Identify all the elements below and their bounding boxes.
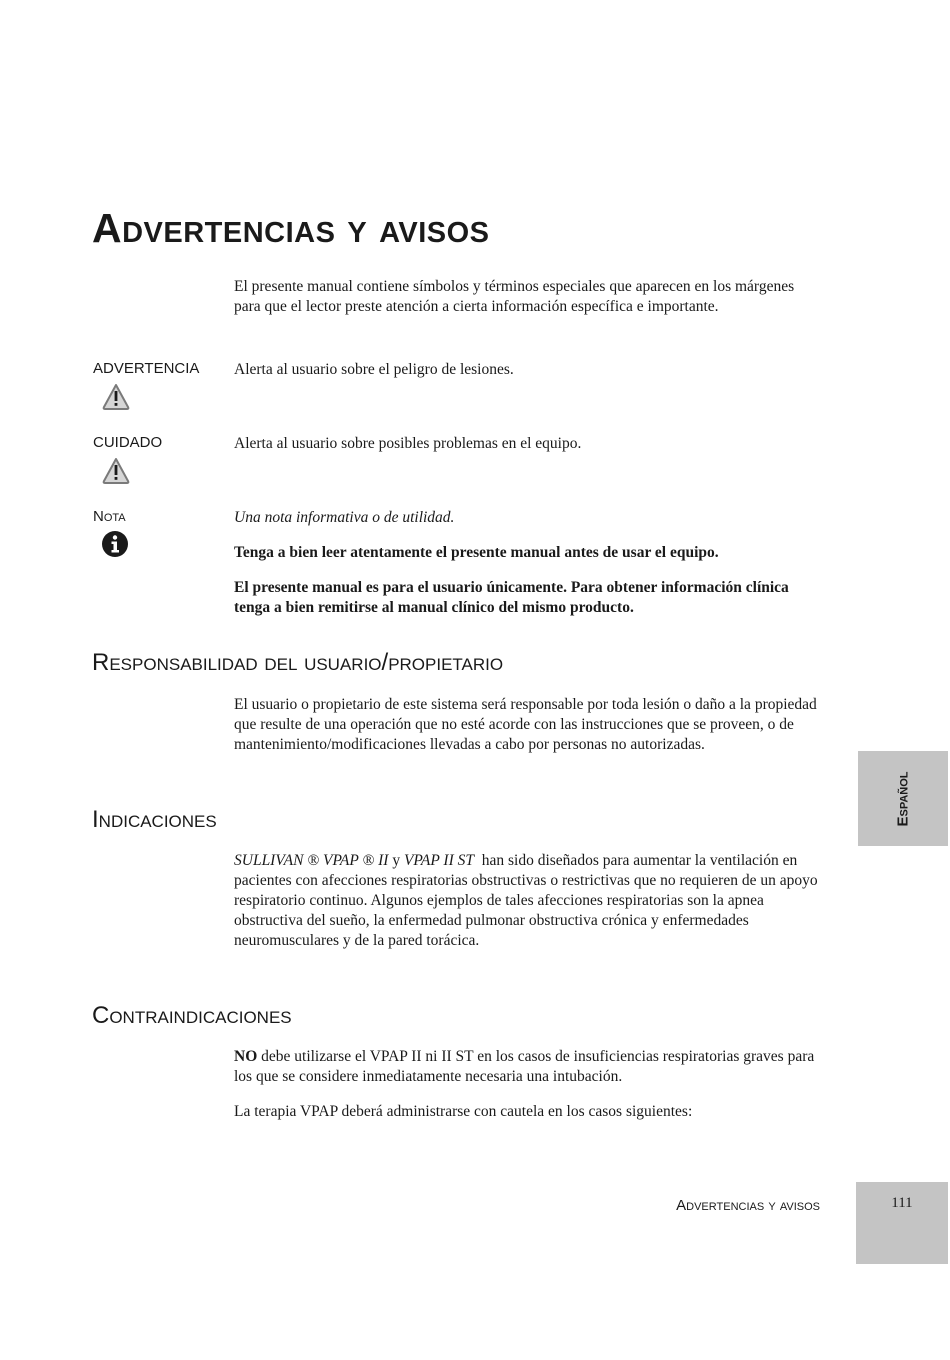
indications-text	[234, 851, 824, 951]
responsibility-heading: Responsabilidad del usuario/propietario	[92, 649, 504, 676]
page-title: Advertencias y avisos	[92, 205, 490, 251]
contraindications-text	[234, 1047, 824, 1087]
info-circle-icon	[101, 530, 129, 563]
connector-word: y	[392, 852, 401, 869]
page-number: 111	[891, 1195, 913, 1211]
caution-text: Alerta al usuario sobre posibles problemas en el equipo.	[234, 435, 582, 452]
warning-text: Alerta al usuario sobre el peligro de lesiones.	[234, 361, 514, 378]
caution-triangle-icon	[101, 456, 131, 491]
intro-paragraph: El presente manual contiene símbolos y términos especiales que aparecen en los márgenes para que el lector preste atención a cierta información específica e importante.	[234, 278, 795, 315]
contraindications-body: debe utilizarse el VPAP II ni II ST en los casos de insuficiencias respiratorias graves para los que se considere inmediatamente necesaria una intubación.	[234, 1048, 815, 1085]
contraindications-caution-text: La terapia VPAP deberá administrarse con cautela en los casos siguientes:	[234, 1103, 693, 1120]
language-side-tab	[858, 751, 948, 846]
indications-body: han sido diseñados para aumentar la ventilación en pacientes con afecciones respiratorias obstructivas o restrictivas que no requieren de un apoyo respiratorio continuo. Algunos ejemplos de tales afecciones respiratorias son la apnea obstructiva del sueño, la enfermedad pulmonar obstructiva crónica y enfermedades neuromusculares y de la pared torácica.	[234, 852, 818, 949]
read-manual-note: Tenga a bien leer atentamente el presente manual antes de usar el equipo.	[234, 544, 719, 561]
user-only-note: El presente manual es para el usuario únicamente. Para obtener información clínica tenga a bien remitirse al manual clínico del mismo producto.	[234, 579, 789, 616]
caution-label: CUIDADO	[93, 434, 163, 451]
responsibility-text: El usuario o propietario de este sistema será responsable por toda lesión o daño a la propiedad que resulte de una operación que no esté acorde con las instrucciones que se proveen, o de mantenimiento/modificaciones llevadas a cabo por personas no autorizadas.	[234, 696, 817, 753]
no-emphasis: NO	[234, 1048, 258, 1065]
warning-label: ADVERTENCIA	[93, 360, 200, 377]
product-name-vpap-ii-st: VPAP II ST	[403, 852, 474, 869]
product-name-vpap-ii: SULLIVAN ® VPAP ® II	[234, 852, 389, 869]
page-number-tab	[856, 1182, 948, 1264]
warning-triangle-icon	[101, 382, 131, 417]
indications-heading: Indicaciones	[92, 806, 217, 833]
note-label: Nota	[93, 508, 126, 525]
note-text: Una nota informativa o de utilidad.	[234, 509, 455, 526]
contraindications-heading: Contraindicaciones	[92, 1002, 292, 1029]
language-tab-label: Español	[894, 770, 912, 827]
footer-section-title: Advertencias y avisos	[676, 1197, 820, 1214]
